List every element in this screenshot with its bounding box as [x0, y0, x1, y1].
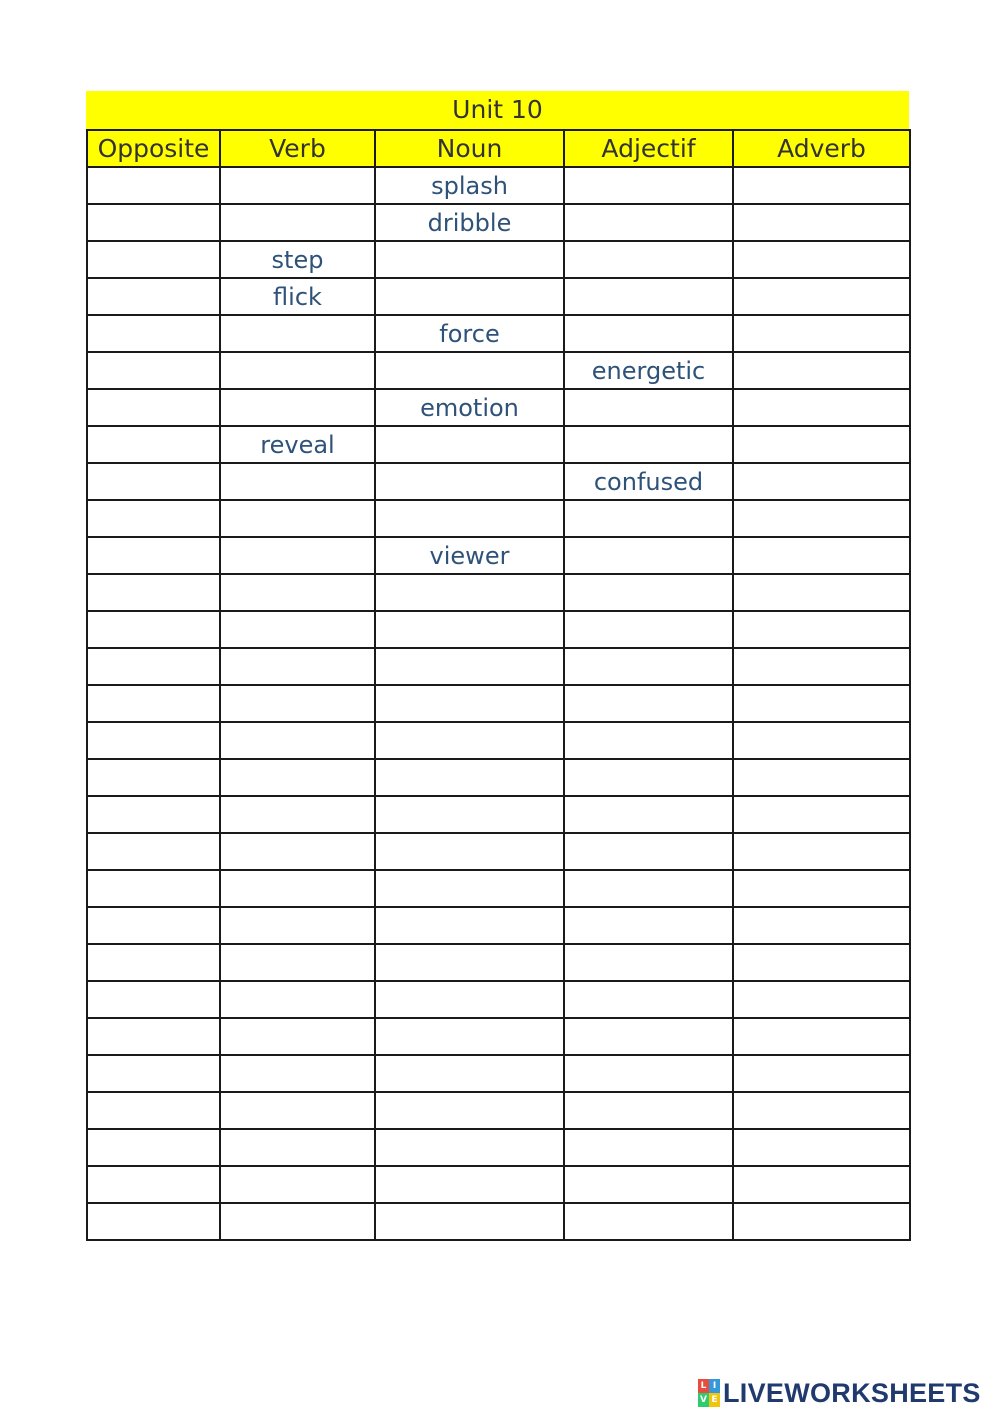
table-row	[87, 685, 910, 722]
cell-opposite[interactable]	[87, 944, 220, 981]
cell-noun: force	[375, 315, 564, 352]
cell-opposite[interactable]	[87, 278, 220, 315]
worksheet	[86, 91, 909, 1241]
cell-adjectif[interactable]	[564, 241, 733, 278]
cell-noun[interactable]	[375, 722, 564, 759]
cell-noun[interactable]	[375, 1055, 564, 1092]
table-row	[87, 1166, 910, 1203]
table-row	[87, 944, 910, 981]
cell-noun[interactable]	[375, 1018, 564, 1055]
cell-opposite[interactable]	[87, 648, 220, 685]
cell-opposite[interactable]	[87, 685, 220, 722]
cell-noun[interactable]	[375, 870, 564, 907]
cell-verb[interactable]	[220, 167, 375, 204]
cell-noun: emotion	[375, 389, 564, 426]
cell-opposite[interactable]	[87, 204, 220, 241]
cell-noun[interactable]	[375, 611, 564, 648]
cell-verb[interactable]	[220, 1092, 375, 1129]
cell-verb[interactable]	[220, 981, 375, 1018]
cell-adjectif[interactable]	[564, 574, 733, 611]
cell-adjectif: energetic	[564, 352, 733, 389]
cell-adverb[interactable]	[733, 944, 910, 981]
cell-noun[interactable]	[375, 352, 564, 389]
cell-adjectif[interactable]	[564, 278, 733, 315]
table-row	[87, 574, 910, 611]
cell-opposite[interactable]	[87, 352, 220, 389]
table-row	[87, 167, 910, 204]
cell-adverb[interactable]	[733, 759, 910, 796]
cell-adverb[interactable]	[733, 574, 910, 611]
cell-adverb[interactable]	[733, 463, 910, 500]
cell-opposite[interactable]	[87, 574, 220, 611]
table-row	[87, 537, 910, 574]
cell-noun[interactable]	[375, 278, 564, 315]
cell-opposite[interactable]	[87, 241, 220, 278]
cell-opposite[interactable]	[87, 1055, 220, 1092]
table-row	[87, 1203, 910, 1240]
table-row	[87, 648, 910, 685]
cell-opposite[interactable]	[87, 722, 220, 759]
cell-verb: step	[220, 241, 375, 278]
cell-adjectif[interactable]	[564, 648, 733, 685]
cell-adjectif[interactable]	[564, 537, 733, 574]
cell-adverb[interactable]	[733, 167, 910, 204]
logo-tile: V	[698, 1393, 709, 1407]
cell-adjectif[interactable]	[564, 981, 733, 1018]
cell-noun[interactable]	[375, 944, 564, 981]
cell-adjectif[interactable]	[564, 1092, 733, 1129]
cell-verb[interactable]	[220, 611, 375, 648]
cell-adjectif[interactable]	[564, 722, 733, 759]
cell-noun[interactable]	[375, 833, 564, 870]
cell-adverb[interactable]	[733, 241, 910, 278]
cell-verb[interactable]	[220, 315, 375, 352]
table-row	[87, 722, 910, 759]
cell-verb[interactable]	[220, 1203, 375, 1240]
cell-opposite[interactable]	[87, 981, 220, 1018]
table-row	[87, 500, 910, 537]
cell-verb[interactable]	[220, 389, 375, 426]
cell-noun[interactable]	[375, 241, 564, 278]
cell-noun[interactable]	[375, 1129, 564, 1166]
cell-noun: viewer	[375, 537, 564, 574]
cell-verb[interactable]	[220, 870, 375, 907]
column-header-opposite: Opposite	[87, 130, 220, 167]
column-header-verb: Verb	[220, 130, 375, 167]
table-row	[87, 1129, 910, 1166]
cell-noun[interactable]	[375, 759, 564, 796]
cell-adverb[interactable]	[733, 204, 910, 241]
cell-verb[interactable]	[220, 685, 375, 722]
cell-adverb[interactable]	[733, 426, 910, 463]
cell-noun[interactable]	[375, 1203, 564, 1240]
cell-verb[interactable]	[220, 1018, 375, 1055]
cell-adjectif[interactable]	[564, 796, 733, 833]
cell-opposite[interactable]	[87, 796, 220, 833]
cell-opposite[interactable]	[87, 833, 220, 870]
cell-noun[interactable]	[375, 574, 564, 611]
cell-verb[interactable]	[220, 759, 375, 796]
cell-opposite[interactable]	[87, 1018, 220, 1055]
table-row	[87, 463, 910, 500]
cell-adverb[interactable]	[733, 611, 910, 648]
table-row	[87, 1055, 910, 1092]
cell-opposite[interactable]	[87, 870, 220, 907]
cell-adjectif[interactable]	[564, 759, 733, 796]
table-row	[87, 759, 910, 796]
cell-adjectif[interactable]	[564, 204, 733, 241]
cell-adjectif[interactable]	[564, 1203, 733, 1240]
cell-verb[interactable]	[220, 500, 375, 537]
cell-verb[interactable]	[220, 648, 375, 685]
cell-verb[interactable]	[220, 907, 375, 944]
cell-adjectif[interactable]	[564, 167, 733, 204]
cell-noun[interactable]	[375, 907, 564, 944]
cell-adverb[interactable]	[733, 352, 910, 389]
column-header-noun: Noun	[375, 130, 564, 167]
cell-adjectif[interactable]	[564, 1018, 733, 1055]
cell-adverb[interactable]	[733, 537, 910, 574]
cell-verb: reveal	[220, 426, 375, 463]
cell-verb[interactable]	[220, 1055, 375, 1092]
cell-adjectif[interactable]	[564, 1129, 733, 1166]
table-row	[87, 833, 910, 870]
table-row	[87, 1018, 910, 1055]
logo-tile: E	[709, 1393, 720, 1407]
cell-noun[interactable]	[375, 1166, 564, 1203]
cell-verb: flick	[220, 278, 375, 315]
cell-adverb[interactable]	[733, 1166, 910, 1203]
cell-verb[interactable]	[220, 833, 375, 870]
cell-opposite[interactable]	[87, 537, 220, 574]
cell-noun[interactable]	[375, 500, 564, 537]
cell-opposite[interactable]	[87, 611, 220, 648]
cell-noun[interactable]	[375, 796, 564, 833]
cell-adjectif[interactable]	[564, 389, 733, 426]
cell-adjectif[interactable]	[564, 944, 733, 981]
cell-adjectif[interactable]	[564, 833, 733, 870]
table-body	[87, 167, 910, 1240]
cell-adverb[interactable]	[733, 685, 910, 722]
cell-opposite[interactable]	[87, 907, 220, 944]
cell-opposite[interactable]	[87, 463, 220, 500]
cell-adjectif[interactable]	[564, 500, 733, 537]
table-row	[87, 204, 910, 241]
table-row	[87, 796, 910, 833]
worksheet-title: Unit 10	[86, 91, 909, 129]
cell-adjectif[interactable]	[564, 426, 733, 463]
cell-opposite[interactable]	[87, 1203, 220, 1240]
cell-adverb[interactable]	[733, 833, 910, 870]
cell-adverb[interactable]	[733, 1055, 910, 1092]
liveworksheets-logo	[698, 1376, 981, 1410]
cell-adverb[interactable]	[733, 278, 910, 315]
cell-opposite[interactable]	[87, 1166, 220, 1203]
cell-adjectif[interactable]	[564, 315, 733, 352]
cell-noun[interactable]	[375, 685, 564, 722]
cell-noun[interactable]	[375, 1092, 564, 1129]
cell-noun[interactable]	[375, 648, 564, 685]
cell-adverb[interactable]	[733, 1018, 910, 1055]
cell-opposite[interactable]	[87, 500, 220, 537]
cell-adverb[interactable]	[733, 1129, 910, 1166]
table-row	[87, 389, 910, 426]
cell-adjectif[interactable]	[564, 611, 733, 648]
table-row	[87, 352, 910, 389]
cell-verb[interactable]	[220, 1166, 375, 1203]
cell-opposite[interactable]	[87, 1092, 220, 1129]
brand-name: LIVEWORKSHEETS	[723, 1377, 981, 1408]
cell-verb[interactable]	[220, 537, 375, 574]
cell-verb[interactable]	[220, 463, 375, 500]
cell-adjectif[interactable]	[564, 1055, 733, 1092]
cell-noun: splash	[375, 167, 564, 204]
table-row	[87, 426, 910, 463]
cell-adverb[interactable]	[733, 1203, 910, 1240]
logo-tile: L	[698, 1379, 709, 1393]
cell-verb[interactable]	[220, 722, 375, 759]
cell-adjectif[interactable]	[564, 907, 733, 944]
cell-verb[interactable]	[220, 204, 375, 241]
cell-verb[interactable]	[220, 1129, 375, 1166]
cell-opposite[interactable]	[87, 315, 220, 352]
table-row	[87, 907, 910, 944]
cell-verb[interactable]	[220, 574, 375, 611]
table-row	[87, 611, 910, 648]
cell-noun[interactable]	[375, 463, 564, 500]
cell-verb[interactable]	[220, 944, 375, 981]
cell-adverb[interactable]	[733, 981, 910, 1018]
cell-adjectif: confused	[564, 463, 733, 500]
cell-adverb[interactable]	[733, 796, 910, 833]
cell-noun: dribble	[375, 204, 564, 241]
table-row	[87, 1092, 910, 1129]
column-header-adverb: Adverb	[733, 130, 910, 167]
cell-adverb[interactable]	[733, 500, 910, 537]
cell-opposite[interactable]	[87, 426, 220, 463]
liveworksheets-logo-icon	[698, 1379, 720, 1407]
logo-tile: I	[709, 1379, 720, 1393]
cell-adverb[interactable]	[733, 870, 910, 907]
cell-adverb[interactable]	[733, 648, 910, 685]
cell-adverb[interactable]	[733, 315, 910, 352]
vocabulary-table	[86, 129, 911, 1241]
cell-noun[interactable]	[375, 426, 564, 463]
cell-opposite[interactable]	[87, 167, 220, 204]
table-row	[87, 315, 910, 352]
cell-adjectif[interactable]	[564, 870, 733, 907]
cell-opposite[interactable]	[87, 1129, 220, 1166]
cell-noun[interactable]	[375, 981, 564, 1018]
header-row	[87, 130, 910, 167]
cell-adverb[interactable]	[733, 907, 910, 944]
cell-adjectif[interactable]	[564, 685, 733, 722]
table-row	[87, 870, 910, 907]
table-row	[87, 981, 910, 1018]
table-row	[87, 278, 910, 315]
cell-verb[interactable]	[220, 352, 375, 389]
cell-opposite[interactable]	[87, 389, 220, 426]
cell-adjectif[interactable]	[564, 1166, 733, 1203]
table-row	[87, 241, 910, 278]
cell-adverb[interactable]	[733, 722, 910, 759]
column-header-adjectif: Adjectif	[564, 130, 733, 167]
cell-adverb[interactable]	[733, 389, 910, 426]
cell-adverb[interactable]	[733, 1092, 910, 1129]
cell-verb[interactable]	[220, 796, 375, 833]
cell-opposite[interactable]	[87, 759, 220, 796]
